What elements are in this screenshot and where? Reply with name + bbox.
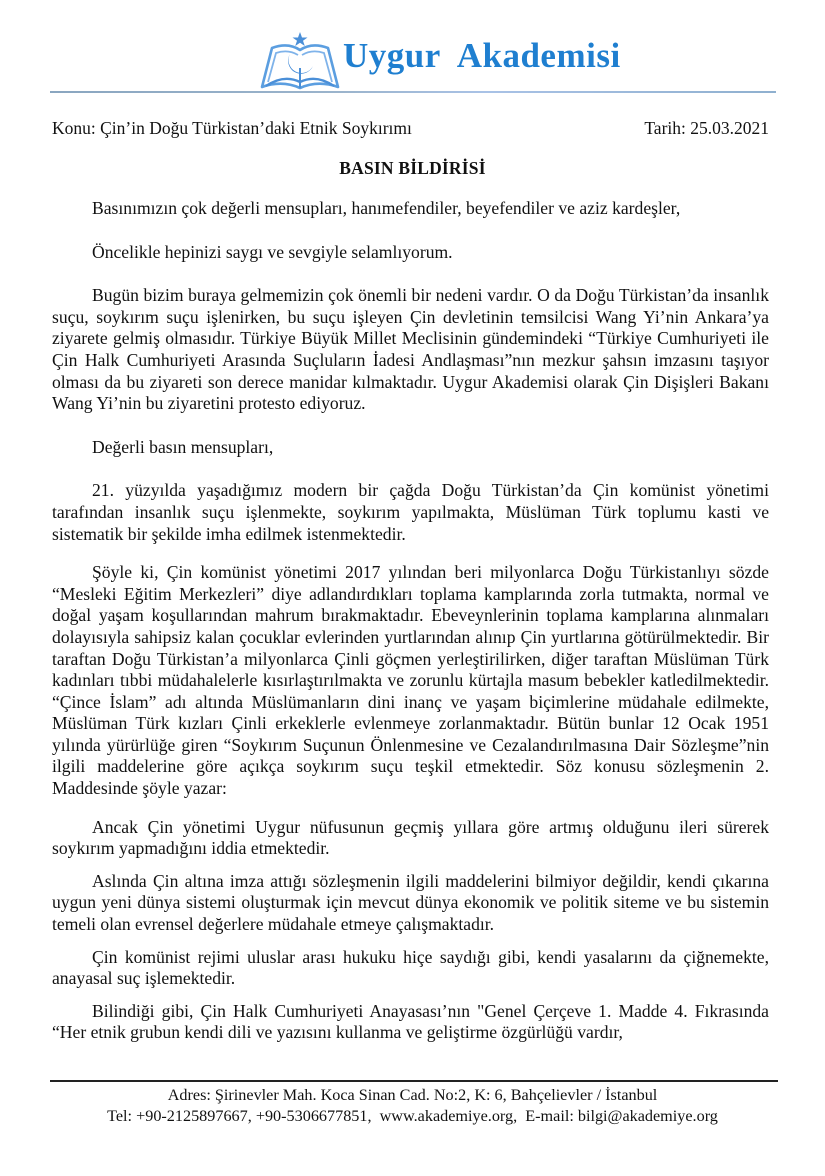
paragraph: Bilindiği gibi, Çin Halk Cumhuriyeti Anayasası’nın "Genel Çerçeve 1. Madde 4. Fıkrasında “Her etnik grubun kendi dili ve yazısını kullanma ve geliştirme özgürlüğü vardır, xyxy=(52,1000,769,1043)
paragraph: Şöyle ki, Çin komünist yönetimi 2017 yılından beri milyonlarca Doğu Türkistanlıyı sözde “Mesleki Eğitim Merkezleri” diye adlandırdıkları toplama kamplarında zorla tutmakta, normal ve doğal yaşam koşullarından mahrum bırakmaktadır. Ebeveynlerinin toplama kamplarına alınmaları dolayısıyla sahipsiz kalan çocuklar evlerinden yurtlarından alınıp Çin yurtlarına götürülmektedir. Bir taraftan Doğu Türkistan’a milyonlarca Çinli göçmen yerleştirilirken, diğer taraftan Müslüman Türk kadınları tıbbi müdahalelerle kısırlaştırılmakta ve zorunlu kürtajla masum bebekler katledilmektedir. “Çince İslam” adı altında Müslümanların dini inanç ve yaşam biçimlerine müdahale edilmekte, Müslüman Türk kızları Çinli erkeklerle evlenmeye zorlanmaktadır. Bütün bunlar 12 Ocak 1951 yılında yürürlüğe giren “Soykırım Suçunun Önlenmesine ve Cezalandırılmasına Dair Sözleşme”nin ilgili maddelerine göre açıkça soykırım suçu teşkil etmektedir. Söz konusu sözleşmenin 2. Maddesinde şöyle yazar: xyxy=(52,562,769,799)
document-title: BASIN BİLDİRİSİ xyxy=(339,158,486,178)
paragraph: 21. yüzyılda yaşadığımız modern bir çağda Doğu Türkistan’da Çin komünist yönetimi tarafından insanlık suçu işlenmekte, soykırım yapılmakta, Müslüman Türk toplumu kasti ve sistematik bir şekilde imha edilmek istenmektedir. xyxy=(52,480,769,544)
paragraph: Öncelikle hepinizi saygı ve sevgiyle selamlıyorum. xyxy=(92,241,453,262)
date-line: Tarih: 25.03.2021 xyxy=(644,118,769,138)
footer xyxy=(0,1085,825,1127)
paragraph: Çin komünist rejimi uluslar arası hukuku hiçe saydığı gibi, kendi yasalarını da çiğnemekte, anayasal suç işlemektedir. xyxy=(52,946,769,989)
header-divider xyxy=(50,91,776,93)
paragraph: Aslında Çin altına imza attığı sözleşmenin ilgili maddelerini bilmiyor değildir, kendi çıkarına uygun yeni dünya sistemi oluşturmak için mevcut dünya ekonomik ve politik siteme ve bu sistemin temeli olan evrensel değerlere müdahale etmeye çalışmaktadır. xyxy=(52,870,769,935)
footer-contact: Tel: +90-2125897667, +90-5306677851, www.akademiye.org, E-mail: bilgi@akademiye.org xyxy=(107,1107,718,1125)
open-book-crescent-star-icon xyxy=(258,30,342,92)
letterhead xyxy=(0,0,825,100)
organization-name: Uygur Akademisi xyxy=(343,36,621,75)
paragraph: Basınımızın çok değerli mensupları, hanımefendiler, beyefendiler ve aziz kardeşler, xyxy=(92,198,681,218)
subject-line: Konu: Çin’in Doğu Türkistan’daki Etnik Soykırımı xyxy=(52,118,412,138)
paragraph: Değerli basın mensupları, xyxy=(92,436,274,457)
paragraph: Ancak Çin yönetimi Uygur nüfusunun geçmiş yıllara göre artmış olduğunu ileri sürerek soykırım yapmadığını iddia etmektedir. xyxy=(52,816,769,859)
footer-address: Adres: Şirinevler Mah. Koca Sinan Cad. No:2, K: 6, Bahçelievler / İstanbul xyxy=(167,1086,658,1104)
footer-divider xyxy=(50,1080,778,1082)
document-body xyxy=(52,198,769,1044)
paragraph: Bugün bizim buraya gelmemizin çok önemli bir nedeni vardır. O da Doğu Türkistan’da insanlık suçu, soykırım suçu işlenirken, bu suçu işleyen Çin devletinin temsilcisi Wang Yi’nin Ankara’ya ziyarete gelmiş olmasıdır. Türkiye Büyük Millet Meclisinin gündemindeki “Türkiye Cumhuriyeti ile Çin Halk Cumhuriyeti Arasında Suçluların İadesi Andlaşması”nın mezkur şahsın imzasını taşıyor olması da bu ziyareti son derece manidar kılmaktadır. Uygur Akademisi olarak Çin Dişişleri Bakanı Wang Yi’nin bu ziyaretini protesto ediyoruz. xyxy=(52,285,769,414)
document-meta xyxy=(52,118,769,140)
